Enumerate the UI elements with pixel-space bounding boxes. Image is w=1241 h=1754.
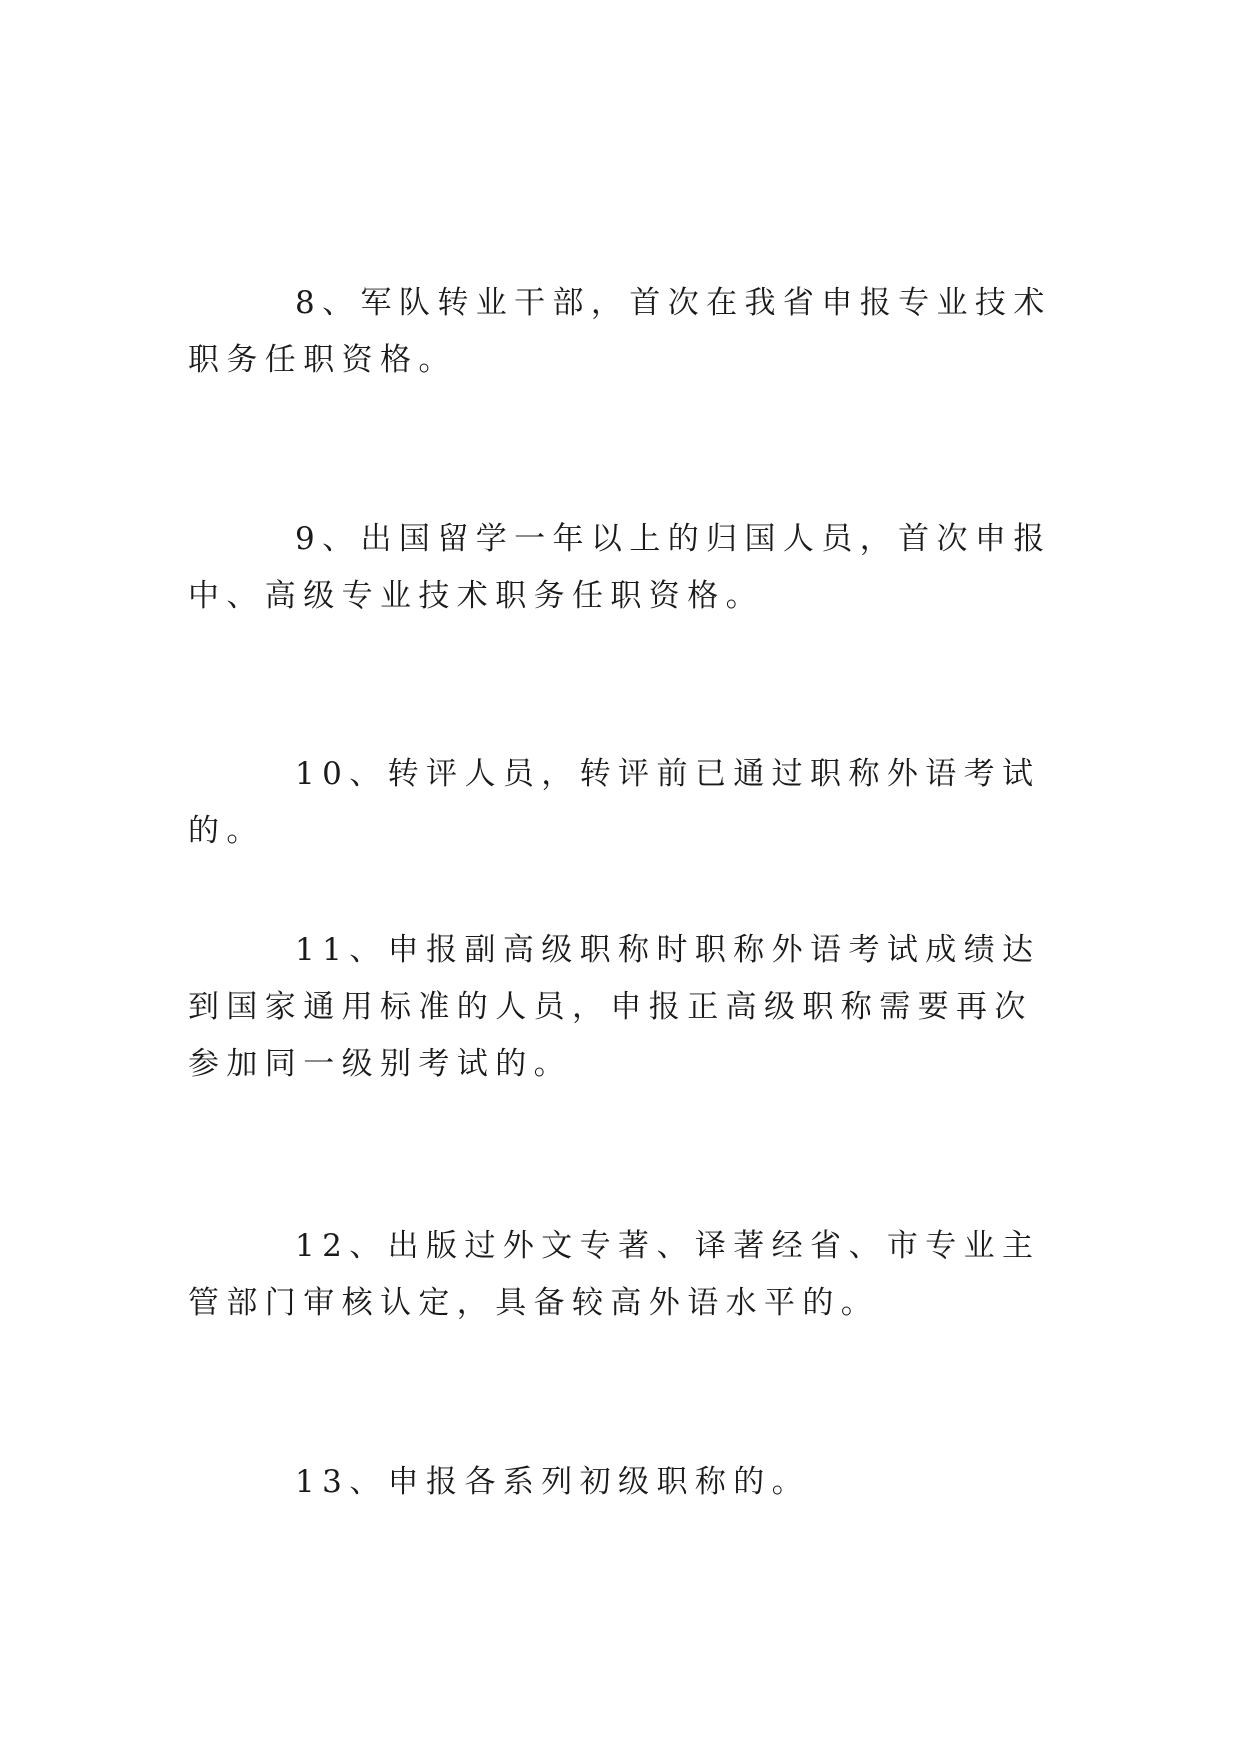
paragraph-item-13: 13、申报各系列初级职称的。 bbox=[295, 1464, 811, 1500]
paragraph-item-11: 11、申报副高级职称时职称外语考试成绩达到国家通用标准的人员，申报正高级职称需要再次参加同一级别考试的。 bbox=[188, 932, 1041, 1082]
paragraph-item-9: 9、出国留学一年以上的归国人员，首次申报中、高级专业技术职务任职资格。 bbox=[188, 521, 1052, 614]
paragraph-item-8: 8、军队转业干部，首次在我省申报专业技术职务任职资格。 bbox=[188, 285, 1052, 378]
paragraph-item-12: 12、出版过外文专著、译著经省、市专业主管部门审核认定，具备较高外语水平的。 bbox=[188, 1228, 1041, 1321]
paragraph-item-10: 10、转评人员，转评前已通过职称外语考试的。 bbox=[188, 756, 1041, 849]
